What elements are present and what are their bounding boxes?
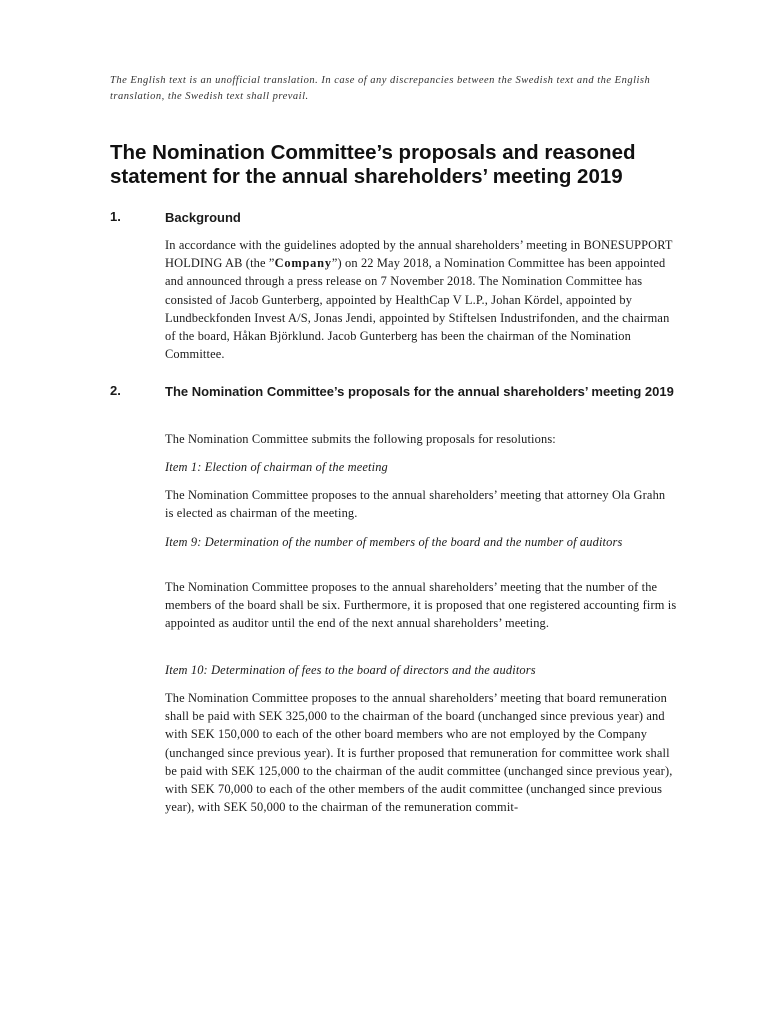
company-term: Company [274, 256, 332, 271]
translation-disclaimer: The English text is an unofficial translation. In case of any discrepancies between the Swedish text and the English translation, the Swedish text shall prevail. [110, 75, 651, 102]
background-text-after: ”) on 22 May 2018, a Nomination Committee has been appointed and announced through a press release on 7 November 2018. The Nomination Committee has consisted of Jacob Gunterberg, appointed by HealthCap V L.P., Johan Kördel, appointed by Lundbeckfonden Invest A/S, Jonas Jendi, appointed by Stiftelsen Industrifonden, and the chairman of the board, Håkan Björklund. Jacob Gunterberg has been the chairman of the Nomination Committee. [165, 256, 670, 362]
section-number: 1. [110, 209, 121, 224]
proposals-intro: The Nomination Committee submits the following proposals for resolutions: [165, 432, 556, 446]
section-number: 2. [110, 383, 121, 398]
section-heading: The Nomination Committee’s proposals for the annual shareholders’ meeting 2019 [165, 384, 674, 399]
item-text: The Nomination Committee proposes to the annual shareholders’ meeting that board remuneration shall be paid with SEK 325,000 to the chairman of the board (unchanged since previous year) and with SEK 150,000 to each of the other board members who are not employed by the Company (unchanged since previous year). It is further proposed that remuneration for committee work shall be paid with SEK 125,000 to the chairman of the audit committee (unchanged since previous year), with SEK 70,000 to each of the other members of the audit committee (unchanged since previous year), with SEK 50,000 to the chairman of the remuneration commit- [165, 691, 673, 815]
item-text: The Nomination Committee proposes to the annual shareholders’ meeting that the number of the members of the board shall be six. Furthermore, it is proposed that one registered accounting firm is appointed as auditor until the end of the next annual shareholders’ meeting. [165, 580, 677, 631]
section-heading: Background [165, 210, 241, 225]
item-title: Item 1: Election of chairman of the meeting [165, 460, 388, 474]
item-title: Item 10: Determination of fees to the board of directors and the auditors [165, 663, 536, 677]
item-title: Item 9: Determination of the number of members of the board and the number of auditors [165, 535, 623, 549]
document-title: The Nomination Committee’s proposals and reasoned statement for the annual shareholders’ meeting 2019 [110, 141, 636, 188]
background-text-before: In accordance with the guidelines adopted by the annual shareholders’ meeting in BONESUPPORT HOLDING AB (the ” [165, 238, 673, 271]
background-paragraph [165, 236, 677, 363]
item-text: The Nomination Committee proposes to the annual shareholders’ meeting that attorney Ola Grahn is elected as chairman of the meeting. [165, 488, 666, 521]
